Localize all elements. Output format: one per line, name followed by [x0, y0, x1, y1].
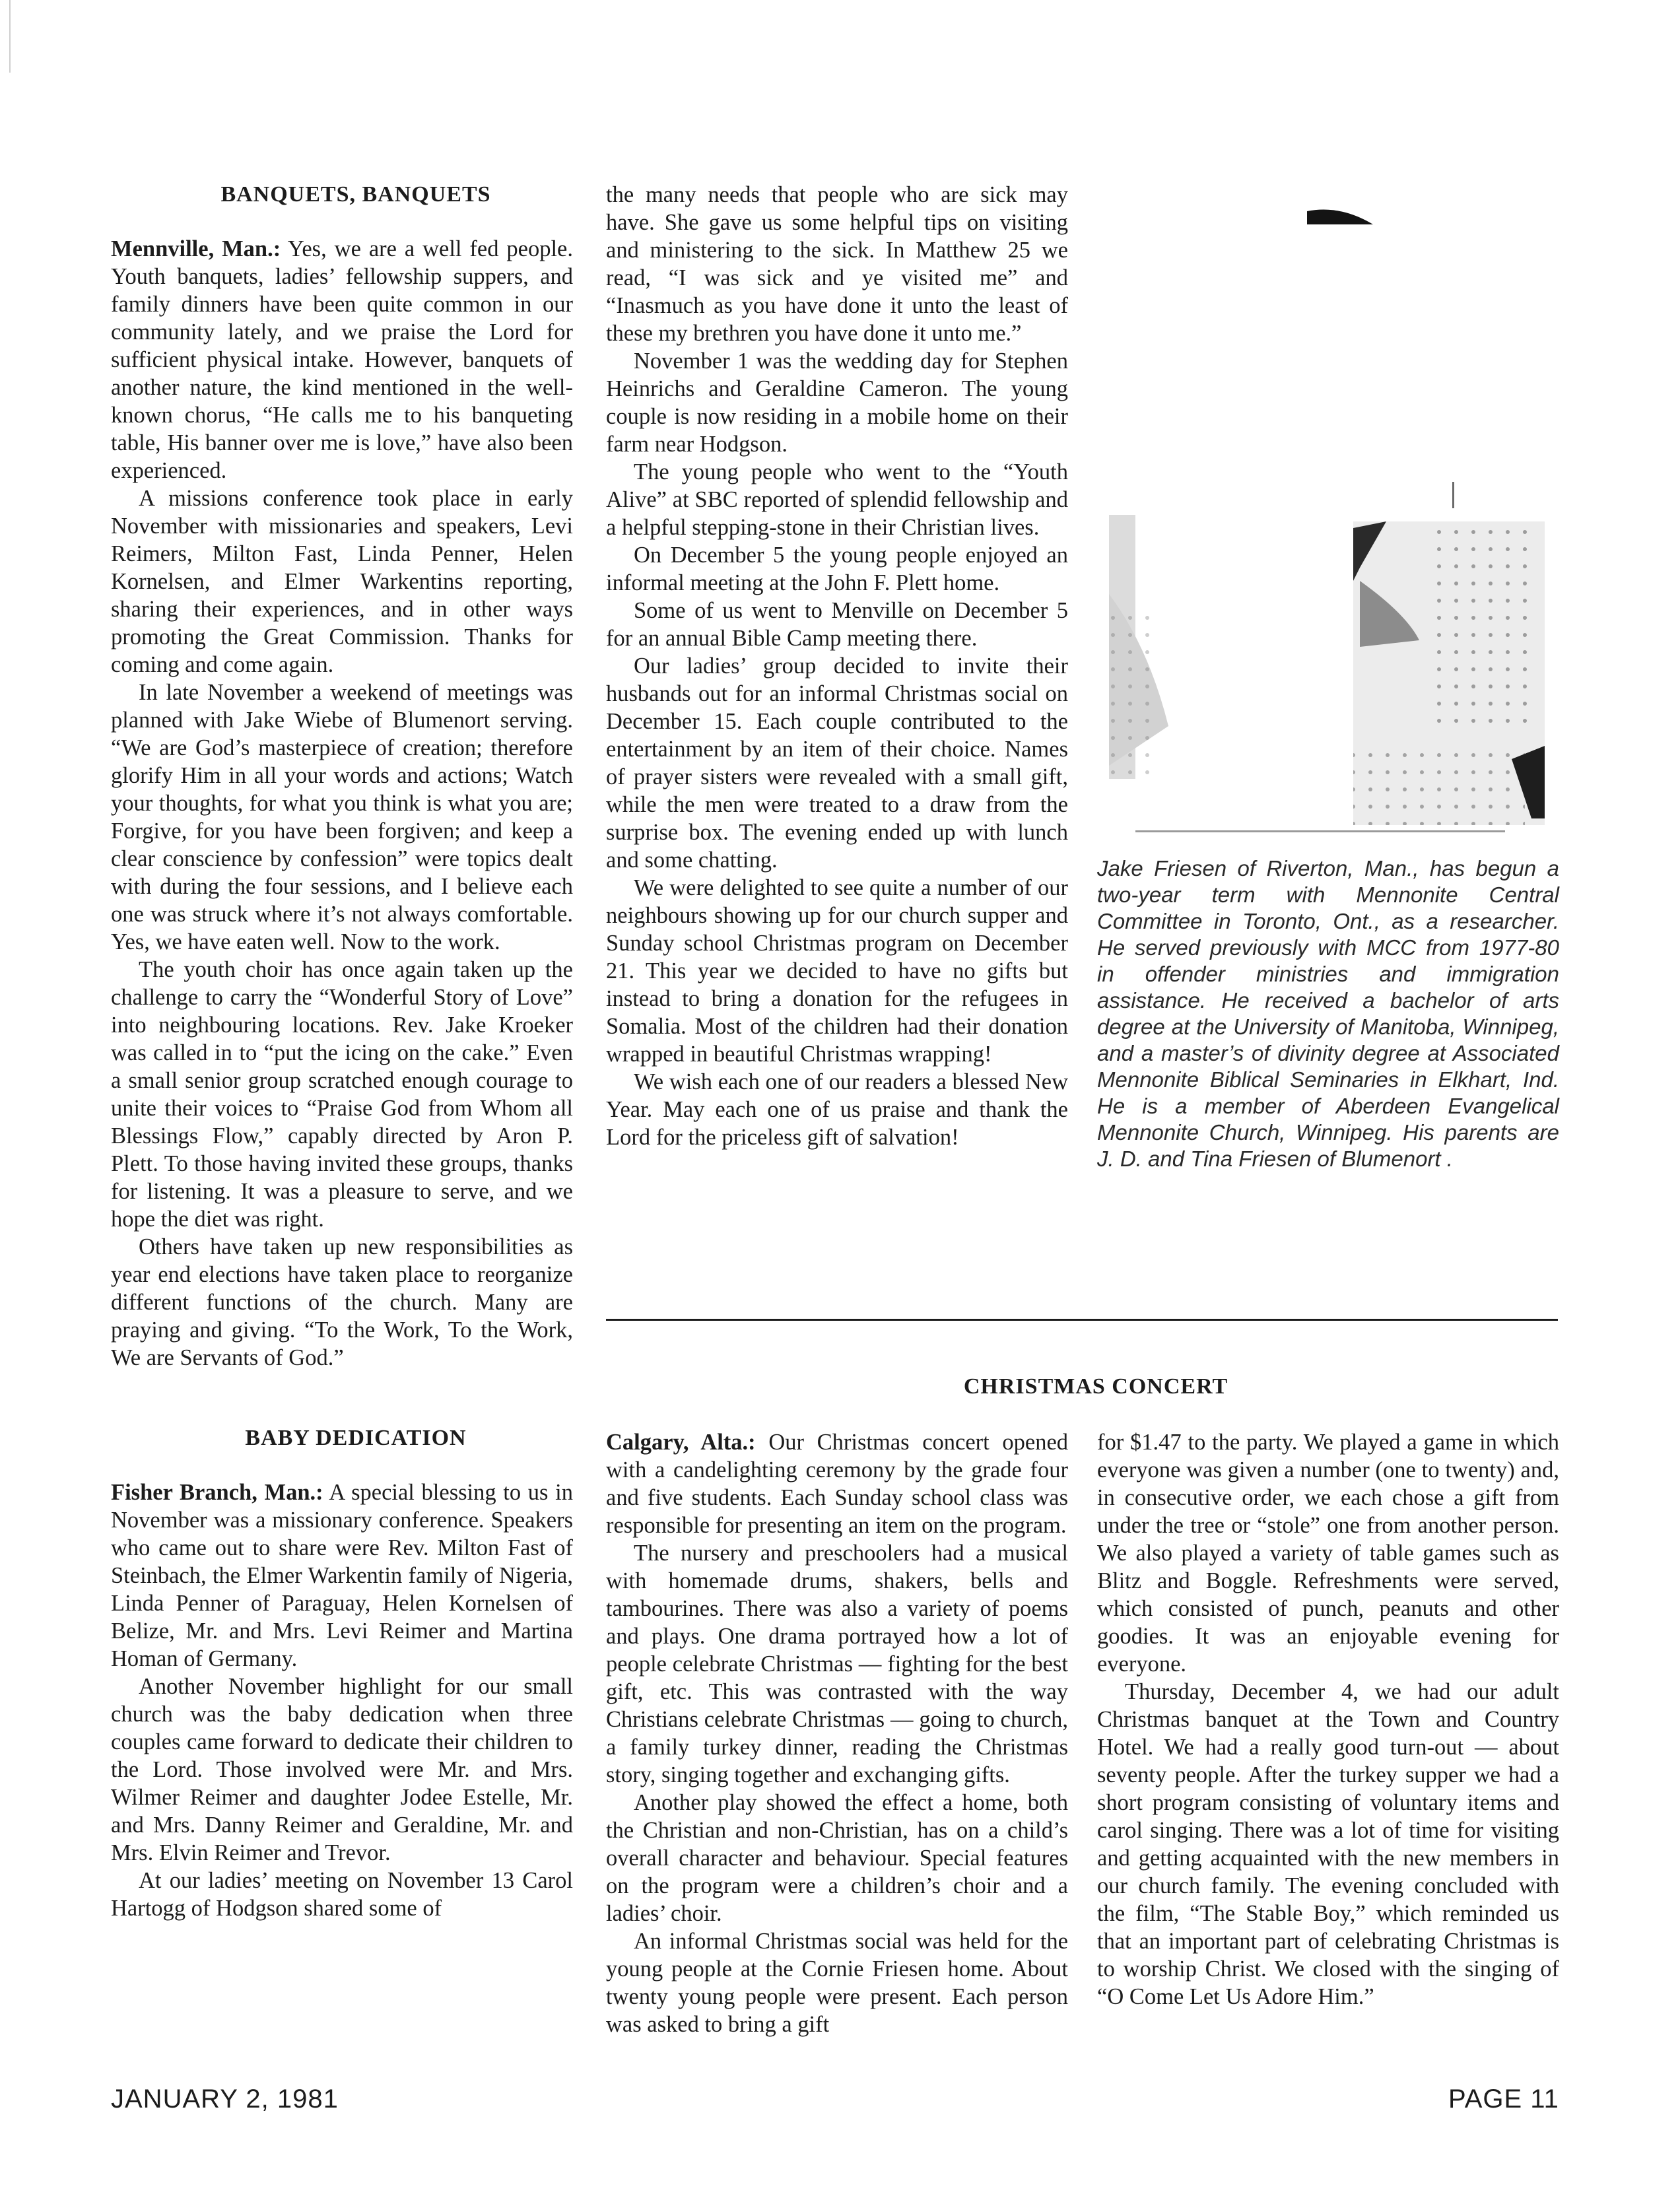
christmas-column-left: [606, 1428, 1068, 2038]
christmas-paragraph: The nursery and preschoolers had a musical with homemade drums, shakers, bells and tambourines. There was also a variety of poems and plays. One drama portrayed how a lot of people celebrate Christmas — fighting for the best gift, etc. This was contrasted with the way Christians celebrate Christmas — going to church, a family turkey dinner, reading the Christmas story, singing together and exchanging gifts.: [606, 1541, 1068, 1787]
banquets-paragraph: In late November a weekend of meetings was planned with Jake Wiebe of Blumenort serving. “We are God’s masterpiece of creation; therefore glorify Him in all your words and actions; Watch your thoughts, for what you think is what you are; Forgive, for you have been forgiven; and keep a clear conscience by confession” were topics dealt with during the four sessions, and I believe each one was struck where it’s not always comfortable. Yes, we have eaten well. Now to the work.: [111, 680, 573, 954]
christmas-column-right: [1097, 1428, 1559, 2011]
column-middle: [606, 181, 1068, 1151]
banquets-paragraph: Others have taken up new responsibilities as year end elections have taken place to reorganize different functions of the church. Many are praying and giving. “To the Work, To the Work, We are Servants of God.”: [111, 1234, 573, 1370]
baby-paragraph: Our ladies’ group decided to invite their husbands out for an informal Christmas social on December 15. Each couple contributed to the entertainment by an item of their choice. Names of prayer sisters were revealed with a small gift, while the men were treated to a draw from the surprise box. The evening ended up with lunch and some chatting.: [606, 653, 1068, 873]
christmas-paragraph: Another play showed the effect a home, both the Christian and non-Christian, has on a child’s overall character and behaviour. Special features on the program were a children’s choir and a ladies’ choir.: [606, 1790, 1068, 1926]
baby-paragraph: the many needs that people who are sick may have. She gave us some helpful tips on visiting and ministering to the sick. In Matthew 25 we read, “I was sick and ye visited me” and “Inasmuch as you have done it unto the least of these my brethren you have done it unto me.”: [606, 182, 1068, 346]
christmas-paragraph: [606, 1428, 1068, 1539]
baby-paragraph: At our ladies’ meeting on November 13 Carol Hartogg of Hodgson shared some of: [111, 1868, 573, 1921]
christmas-heading-wrap: [606, 1373, 1558, 1401]
baby-paragraph: The young people who went to the “Youth Alive” at SBC reported of splendid fellowship and a helpful stepping-stone in their Christian lives.: [606, 459, 1068, 540]
footer-page-number: PAGE 11: [1448, 2084, 1559, 2114]
christmas-text: Our Christmas concert opened with a candelighting ceremony by the grade four and five students. Each Sunday school class was responsible for presenting an item on the program.: [606, 1430, 1069, 1538]
baby-text: A special blessing to us in November was a missionary conference. Speakers who came out to share were Rev. Milton Fast of Steinbach, the Elmer Warkentin family of Nigeria, Linda Penner of Paraguay, Helen Kornelsen of Belize, Mr. and Mrs. Levi Reimer and Martina Homan of Germany.: [111, 1480, 573, 1671]
baby-paragraph: Some of us went to Menville on December 5 for an annual Bible Camp meeting there.: [606, 598, 1068, 651]
baby-paragraph: November 1 was the wedding day for Stephen Heinrichs and Geraldine Cameron. The young couple is now residing in a mobile home on their farm near Hodgson.: [606, 349, 1068, 457]
christmas-paragraph: An informal Christmas social was held for the young people at the Cornie Friesen home. About twenty young people were present. Each person was asked to bring a gift: [606, 1929, 1068, 2037]
baby-paragraph: We wish each one of our readers a blessed New Year. May each one of us praise and thank the Lord for the priceless gift of salvation!: [606, 1069, 1068, 1150]
banquets-heading: BANQUETS, BANQUETS: [220, 182, 491, 207]
baby-dedication-heading: BABY DEDICATION: [245, 1426, 467, 1450]
baby-place: Fisher Branch, Man.:: [111, 1480, 323, 1505]
banquets-paragraph: A missions conference took place in early November with missionaries and speakers, Levi Reimers, Milton Fast, Linda Penner, Helen Kornelsen, and Elmer Warkentins reporting, sharing their experiences, and in other ways promoting the Great Commission. Thanks for coming and come again.: [111, 486, 573, 677]
page-edge-mark: [9, 0, 11, 73]
baby-paragraph: On December 5 the young people enjoyed an informal meeting at the John F. Plett home.: [606, 543, 1068, 595]
column-left: [111, 181, 573, 1922]
banquets-paragraph: The youth choir has once again taken up the challenge to carry the “Wonderful Story of Love” into neighbouring locations. Rev. Jake Kroeker was called in to “put the icing on the cake.” Even a small senior group scratched enough courage to unite their voices to “Praise God from Whom all Blessings Flow,” capably directed by Aron P. Plett. To those having invited these groups, thanks for listening. It was a pleasure to serve, and we hope the diet was right.: [111, 957, 573, 1232]
christmas-paragraph: for $1.47 to the party. We played a game in which everyone was given a number (one to twenty) and, in consecutive order, we each chose a gift from under the tree or “stole” one from another person. We also played a variety of table games such as Blitz and Boggle. Refreshments were served, which consisted of punch, peanuts and other goodies. It was an enjoyable evening for everyone.: [1097, 1430, 1559, 1677]
christmas-concert-heading: CHRISTMAS CONCERT: [963, 1374, 1228, 1399]
photo-caption: Jake Friesen of Riverton, Man., has begun a two-year term with Mennonite Central Committee in Toronto, Ont., as a researcher. He served previously with MCC from 1977-80 in offender ministries and immigration assistance. He received a bachelor of arts degree at the University of Manitoba, Winnipeg, and a master’s of divinity degree at Associated Mennonite Biblical Seminaries in Elkhart, Ind. He is a member of Aberdeen Evangelical Mennonite Church, Winnipeg. His parents are J. D. and Tina Friesen of Blumenort .: [1097, 856, 1559, 1171]
christmas-place: Calgary, Alta.:: [606, 1430, 756, 1455]
section-divider: [606, 1319, 1558, 1321]
portrait-photo-art: [1109, 185, 1545, 845]
footer-date: JANUARY 2, 1981: [111, 2084, 339, 2114]
banquets-text: Yes, we are a well fed people. Youth banquets, ladies’ fellowship suppers, and family dinners have been quite common in our community lately, and we praise the Lord for sufficient physical intake. However, banquets of another nature, the kind mentioned in the well-known chorus, “He calls me to his banqueting table, His banner over me is love,” have also been experienced.: [111, 236, 573, 483]
banquets-place: Mennville, Man.:: [111, 236, 281, 261]
portrait-photo: [1109, 185, 1545, 845]
christmas-paragraph: Thursday, December 4, we had our adult Christmas banquet at the Town and Country Hotel. We had a really good turn-out — about seventy people. After the turkey supper we had a short program consisting of voluntary items and carol singing. There was a lot of time for visiting and getting acquainted with the new members in our church family. The evening concluded with the film, “The Stable Boy,” which reminded us that an important part of celebrating Christmas is to worship Christ. We closed with the singing of “O Come Let Us Adore Him.”: [1097, 1679, 1559, 2009]
baby-paragraph: [111, 1479, 573, 1673]
baby-paragraph: We were delighted to see quite a number of our neighbours showing up for our church supper and Sunday school Christmas program on December 21. This year we decided to have no gifts but instead to bring a donation for the refugees in Somalia. Most of the children had their donation wrapped in beautiful Christmas wrapping!: [606, 875, 1068, 1067]
baby-paragraph: Another November highlight for our small church was the baby dedication when three couples came forward to dedicate their children to the Lord. Those involved were Mr. and Mrs. Wilmer Reimer and daughter Jodee Estelle, Mr. and Mrs. Danny Reimer and Geraldine, Mr. and Mrs. Elvin Reimer and Trevor.: [111, 1674, 573, 1865]
banquets-paragraph: [111, 235, 573, 484]
